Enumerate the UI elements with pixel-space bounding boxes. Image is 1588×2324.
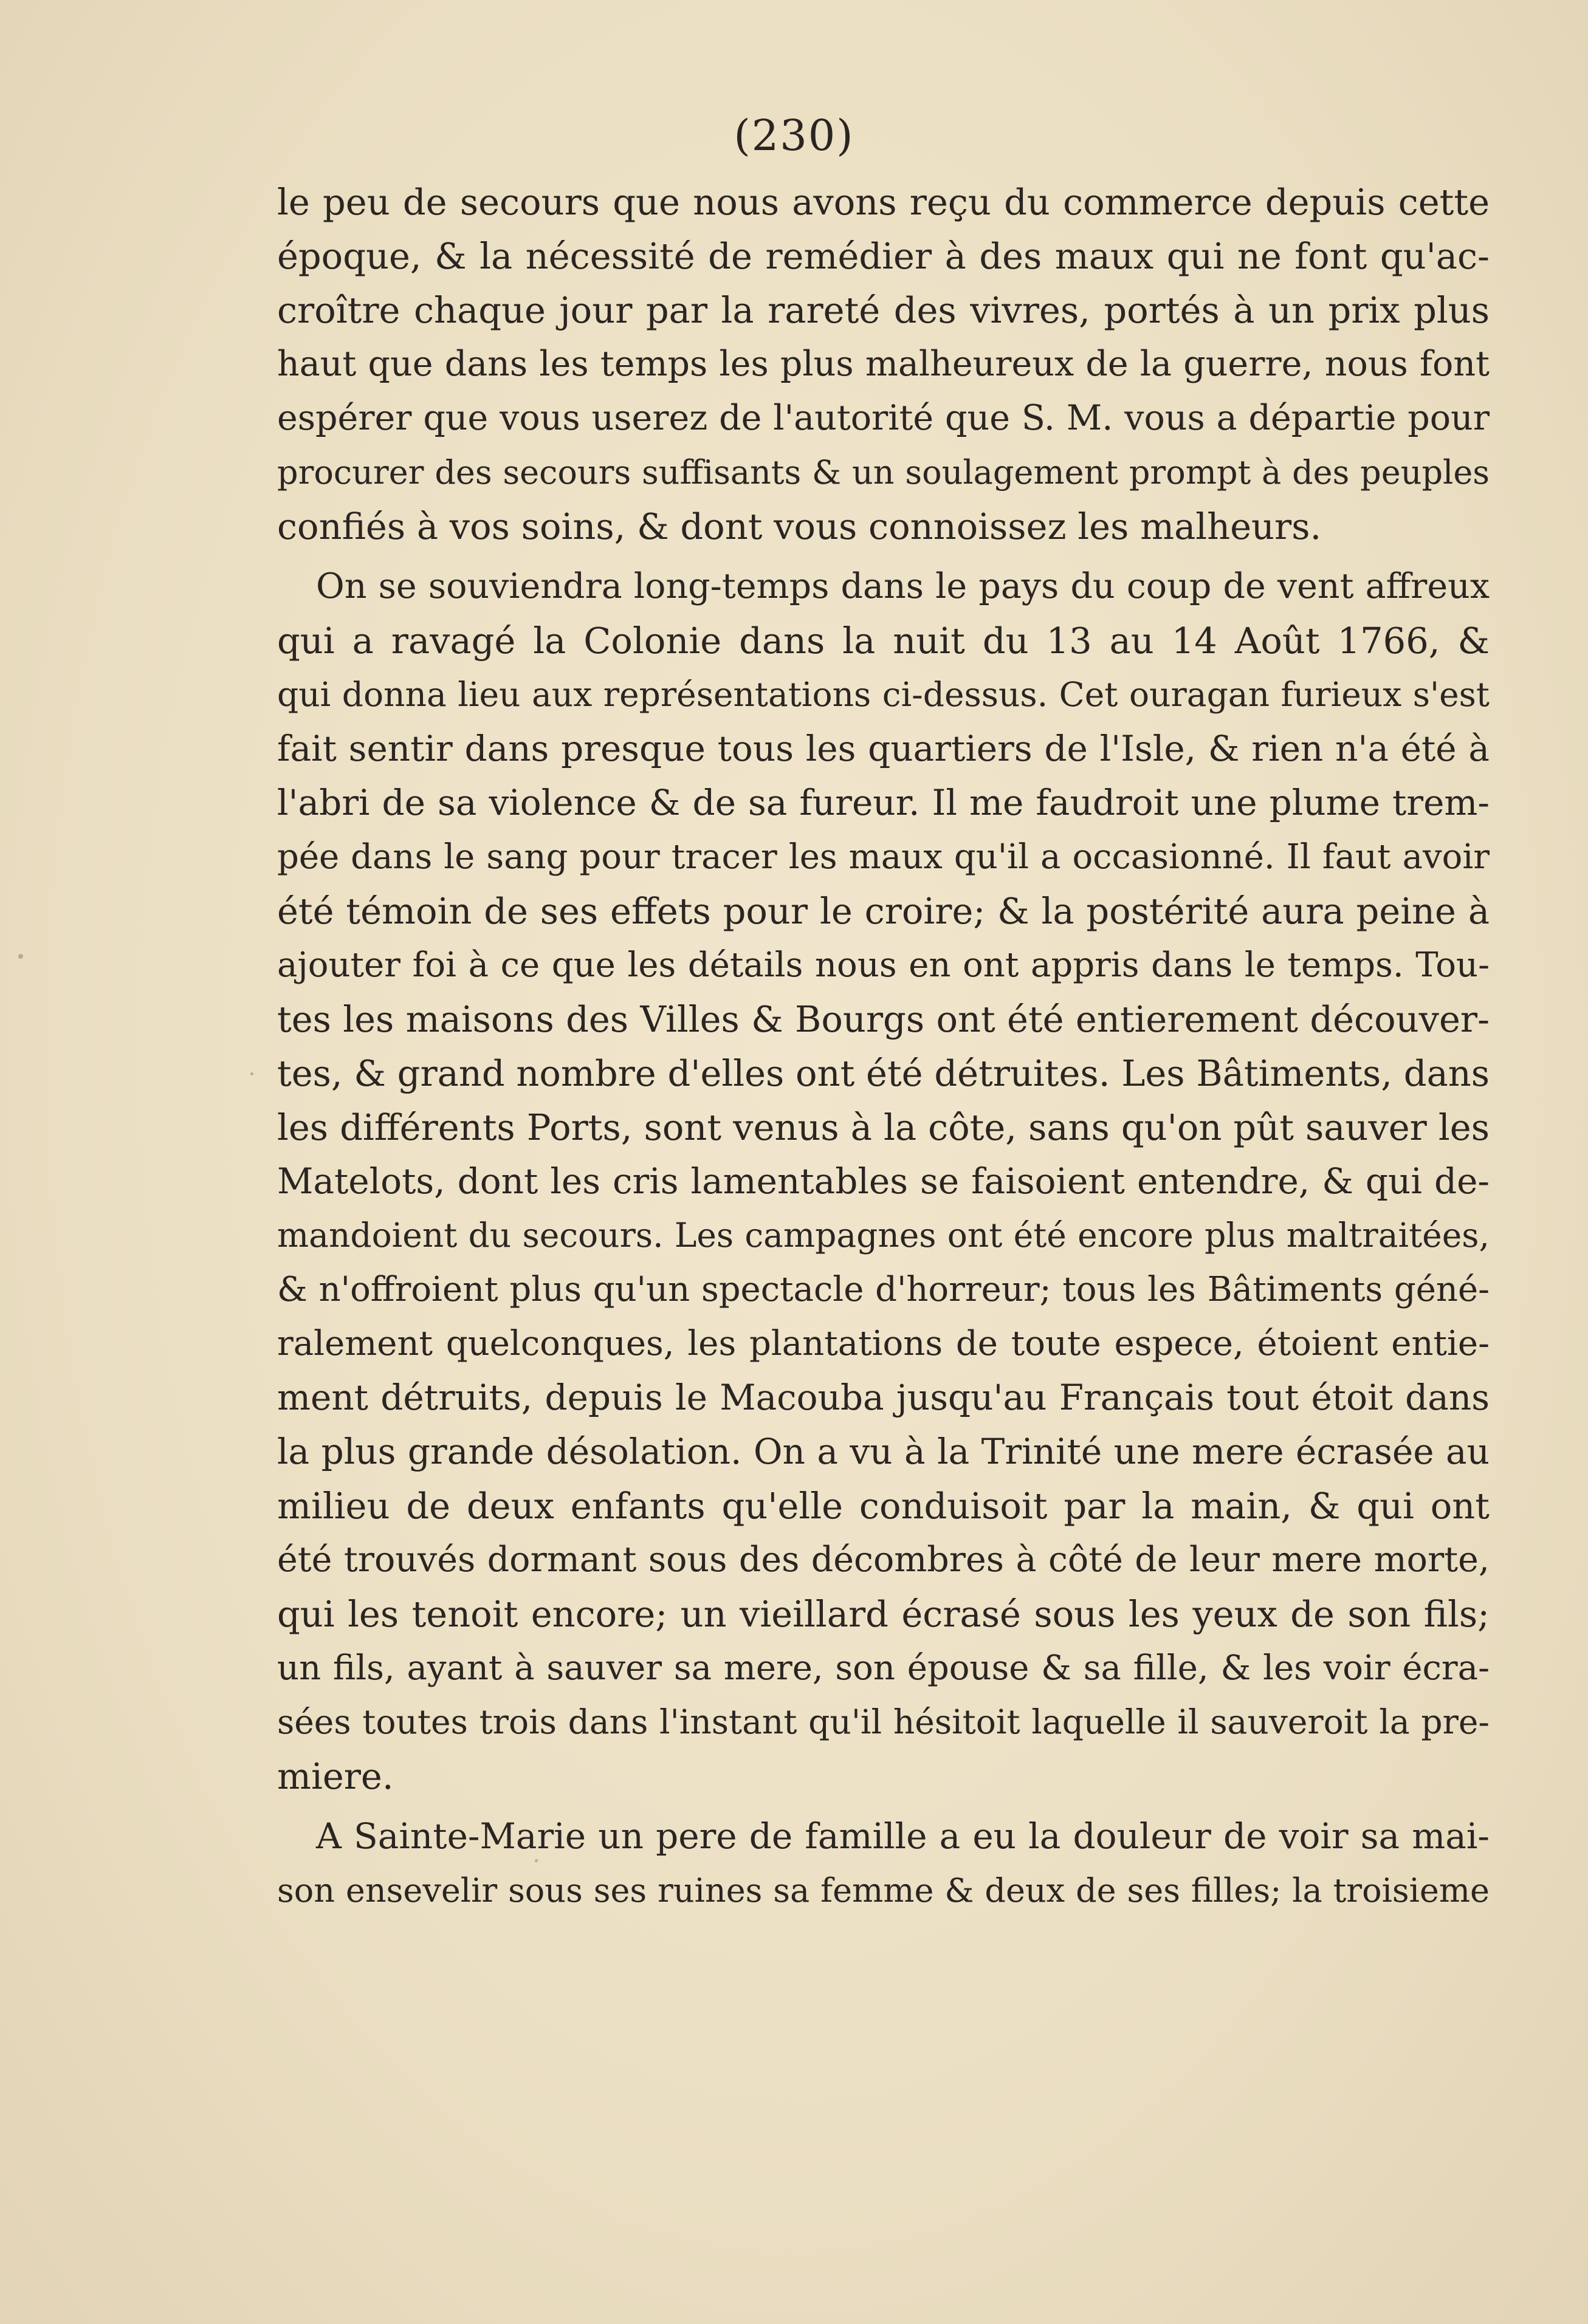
text-line: confiés à vos soins, & dont vous connoissez les malheurs. [277, 506, 1322, 547]
text-line: fait sentir dans presque tous les quartiers de l'Isle, & rien n'a été à [277, 728, 1490, 769]
text-line: tes, & grand nombre d'elles ont été détruites. Les Bâtiments, dans [277, 1052, 1490, 1094]
paragraph-3 [277, 1809, 1490, 1918]
text-line: époque, & la nécessité de remédier à des maux qui ne font qu'ac- [277, 235, 1490, 277]
paper-speck [18, 954, 23, 959]
text-line: A Sainte-Marie un pere de famille a eu la douleur de voir sa mai- [316, 1815, 1490, 1857]
text-line: qui a ravagé la Colonie dans la nuit du 13 au 14 Août 1766, & [277, 620, 1490, 662]
text-line: haut que dans les temps les plus malheureux de la guerre, nous font [277, 344, 1490, 384]
paper-speck [250, 1072, 253, 1075]
text-line: croître chaque jour par la rareté des vivres, portés à un prix plus [277, 289, 1490, 331]
text-line: mandoient du secours. Les campagnes ont été encore plus maltraitées, [277, 1216, 1490, 1255]
text-line: été témoin de ses effets pour le croire; & la postérité aura peine à [277, 890, 1490, 932]
text-line: Matelots, dont les cris lamentables se faisoient entendre, & qui de- [277, 1160, 1490, 1202]
text-line: les différents Ports, sont venus à la côte, sans qu'on pût sauver les [277, 1106, 1490, 1148]
page-number: (230) [734, 111, 854, 160]
text-line: l'abri de sa violence & de sa fureur. Il me faudroit une plume trem- [277, 782, 1490, 823]
text-line: qui donna lieu aux représentations ci-dessus. Cet ouragan furieux s'est [277, 675, 1490, 714]
text-line: été trouvés dormant sous des décombres à côté de leur mere morte, [277, 1540, 1490, 1580]
body-text [277, 175, 1490, 1918]
text-line: ralement quelconques, les plantations de toute espece, étoient entie- [277, 1324, 1490, 1363]
paragraph-2 [277, 560, 1490, 1803]
text-line: milieu de deux enfants qu'elle conduisoit par la main, & qui ont [277, 1485, 1490, 1527]
text-line: pée dans le sang pour tracer les maux qu'il a occasionné. Il faut avoir [277, 837, 1490, 877]
text-line: la plus grande désolation. On a vu à la Trinité une mere écrasée au [277, 1431, 1490, 1472]
text-line: & n'offroient plus qu'un spectacle d'horreur; tous les Bâtiments géné- [277, 1270, 1490, 1309]
text-line: son ensevelir sous ses ruines sa femme & deux de ses filles; la troisieme [277, 1871, 1490, 1910]
text-line: qui les tenoit encore; un vieillard écrasé sous les yeux de son fils; [277, 1593, 1490, 1635]
text-line: procurer des secours suffisants & un soulagement prompt à des peuples [277, 453, 1490, 492]
text-line: un fils, ayant à sauver sa mere, son épouse & sa fille, & les voir écra- [277, 1648, 1490, 1688]
text-line: espérer que vous userez de l'autorité que S. M. vous a départie pour [277, 398, 1490, 438]
text-line: le peu de secours que nous avons reçu du commerce depuis cette [277, 181, 1490, 223]
text-line: On se souviendra long-temps dans le pays du coup de vent affreux [316, 566, 1490, 606]
paragraph-1 [277, 175, 1490, 554]
text-line: ajouter foi à ce que les détails nous en ont appris dans le temps. Tou- [277, 945, 1490, 985]
text-line: ment détruits, depuis le Macouba jusqu'au Français tout étoit dans [277, 1377, 1490, 1418]
text-line: sées toutes trois dans l'instant qu'il hésitoit laquelle il sauveroit la pre- [277, 1702, 1490, 1741]
text-line: miere. [277, 1755, 394, 1797]
text-line: tes les maisons des Villes & Bourgs ont été entierement découver- [277, 998, 1490, 1040]
paper-speck [535, 1859, 538, 1862]
